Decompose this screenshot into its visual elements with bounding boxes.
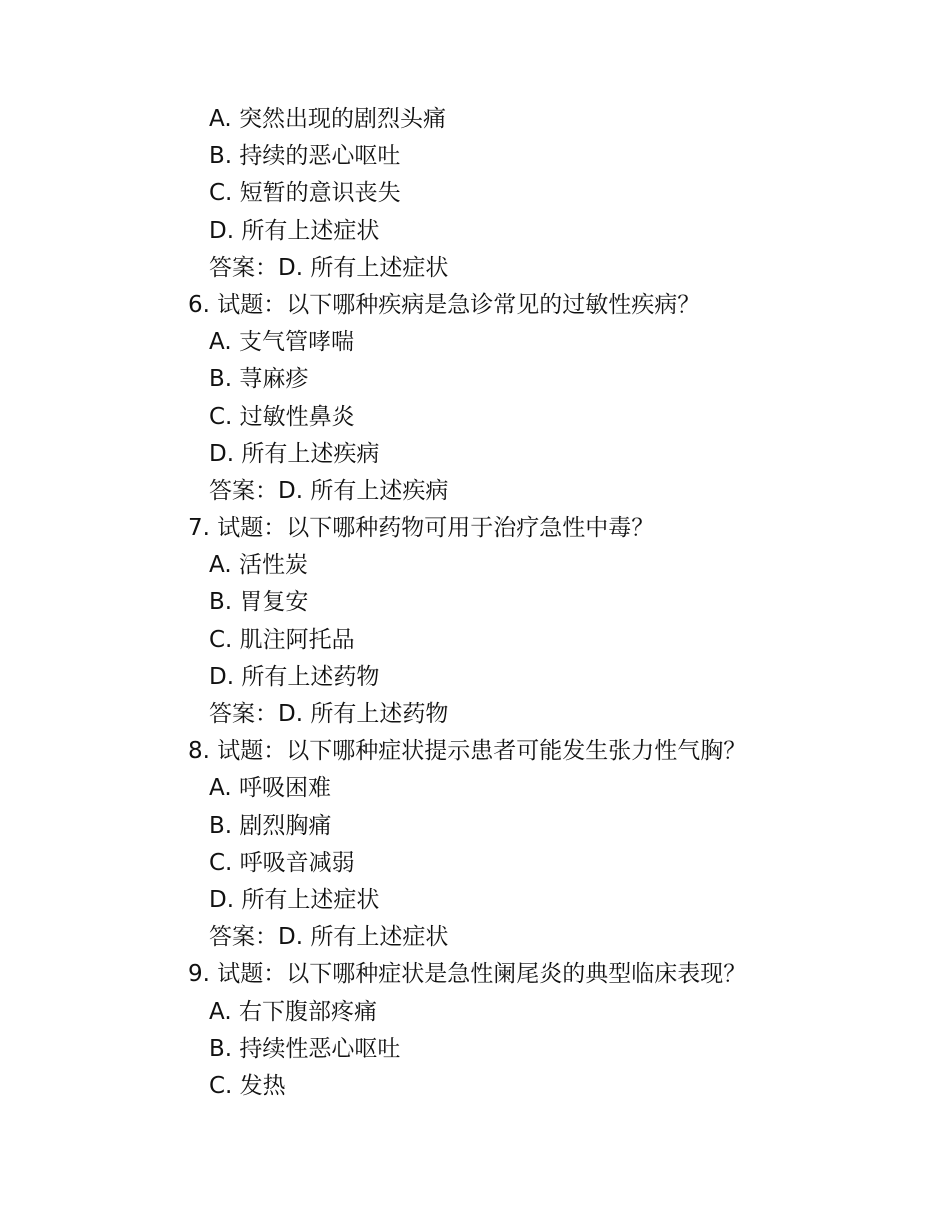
option-line: A. 突然出现的剧烈头痛	[209, 106, 446, 132]
option-line: C. 肌注阿托品	[209, 626, 355, 653]
option-line: B. 持续性恶心呕吐	[209, 1035, 401, 1062]
option-line: B. 持续的恶心呕吐	[209, 143, 401, 170]
option-line: C. 过敏性鼻炎	[209, 403, 355, 430]
option-line: C. 短暂的意识丧失	[209, 180, 401, 207]
option-line: D. 所有上述疾病	[209, 440, 380, 467]
option-line: A. 右下腹部疼痛	[209, 998, 377, 1025]
option-line: C. 发热	[209, 1072, 286, 1099]
option-line: B. 荨麻疹	[209, 366, 309, 393]
option-line: B. 胃复安	[209, 589, 309, 616]
question-line: 7. 试题：以下哪种药物可用于治疗急性中毒？	[188, 515, 655, 542]
option-line: D. 所有上述药物	[209, 663, 380, 690]
option-line: D. 所有上述症状	[209, 217, 380, 244]
option-line: C. 呼吸音减弱	[209, 849, 355, 876]
question-line: 9. 试题：以下哪种症状是急性阑尾炎的典型临床表现？	[188, 961, 747, 988]
answer-line: 答案：D. 所有上述症状	[209, 254, 449, 281]
question-line: 6. 试题：以下哪种疾病是急诊常见的过敏性疾病？	[188, 291, 701, 318]
answer-line: 答案：D. 所有上述疾病	[209, 477, 449, 504]
option-line: A. 呼吸困难	[209, 775, 331, 802]
option-line: A. 支气管哮喘	[209, 329, 354, 356]
answer-line: 答案：D. 所有上述症状	[209, 924, 449, 951]
option-line: D. 所有上述症状	[209, 886, 380, 913]
question-list	[0, 101, 950, 1105]
option-line: B. 剧烈胸痛	[209, 812, 332, 839]
option-line: A. 活性炭	[209, 552, 308, 579]
answer-line: 答案：D. 所有上述药物	[209, 701, 449, 727]
question-line: 8. 试题：以下哪种症状提示患者可能发生张力性气胸？	[188, 738, 747, 765]
